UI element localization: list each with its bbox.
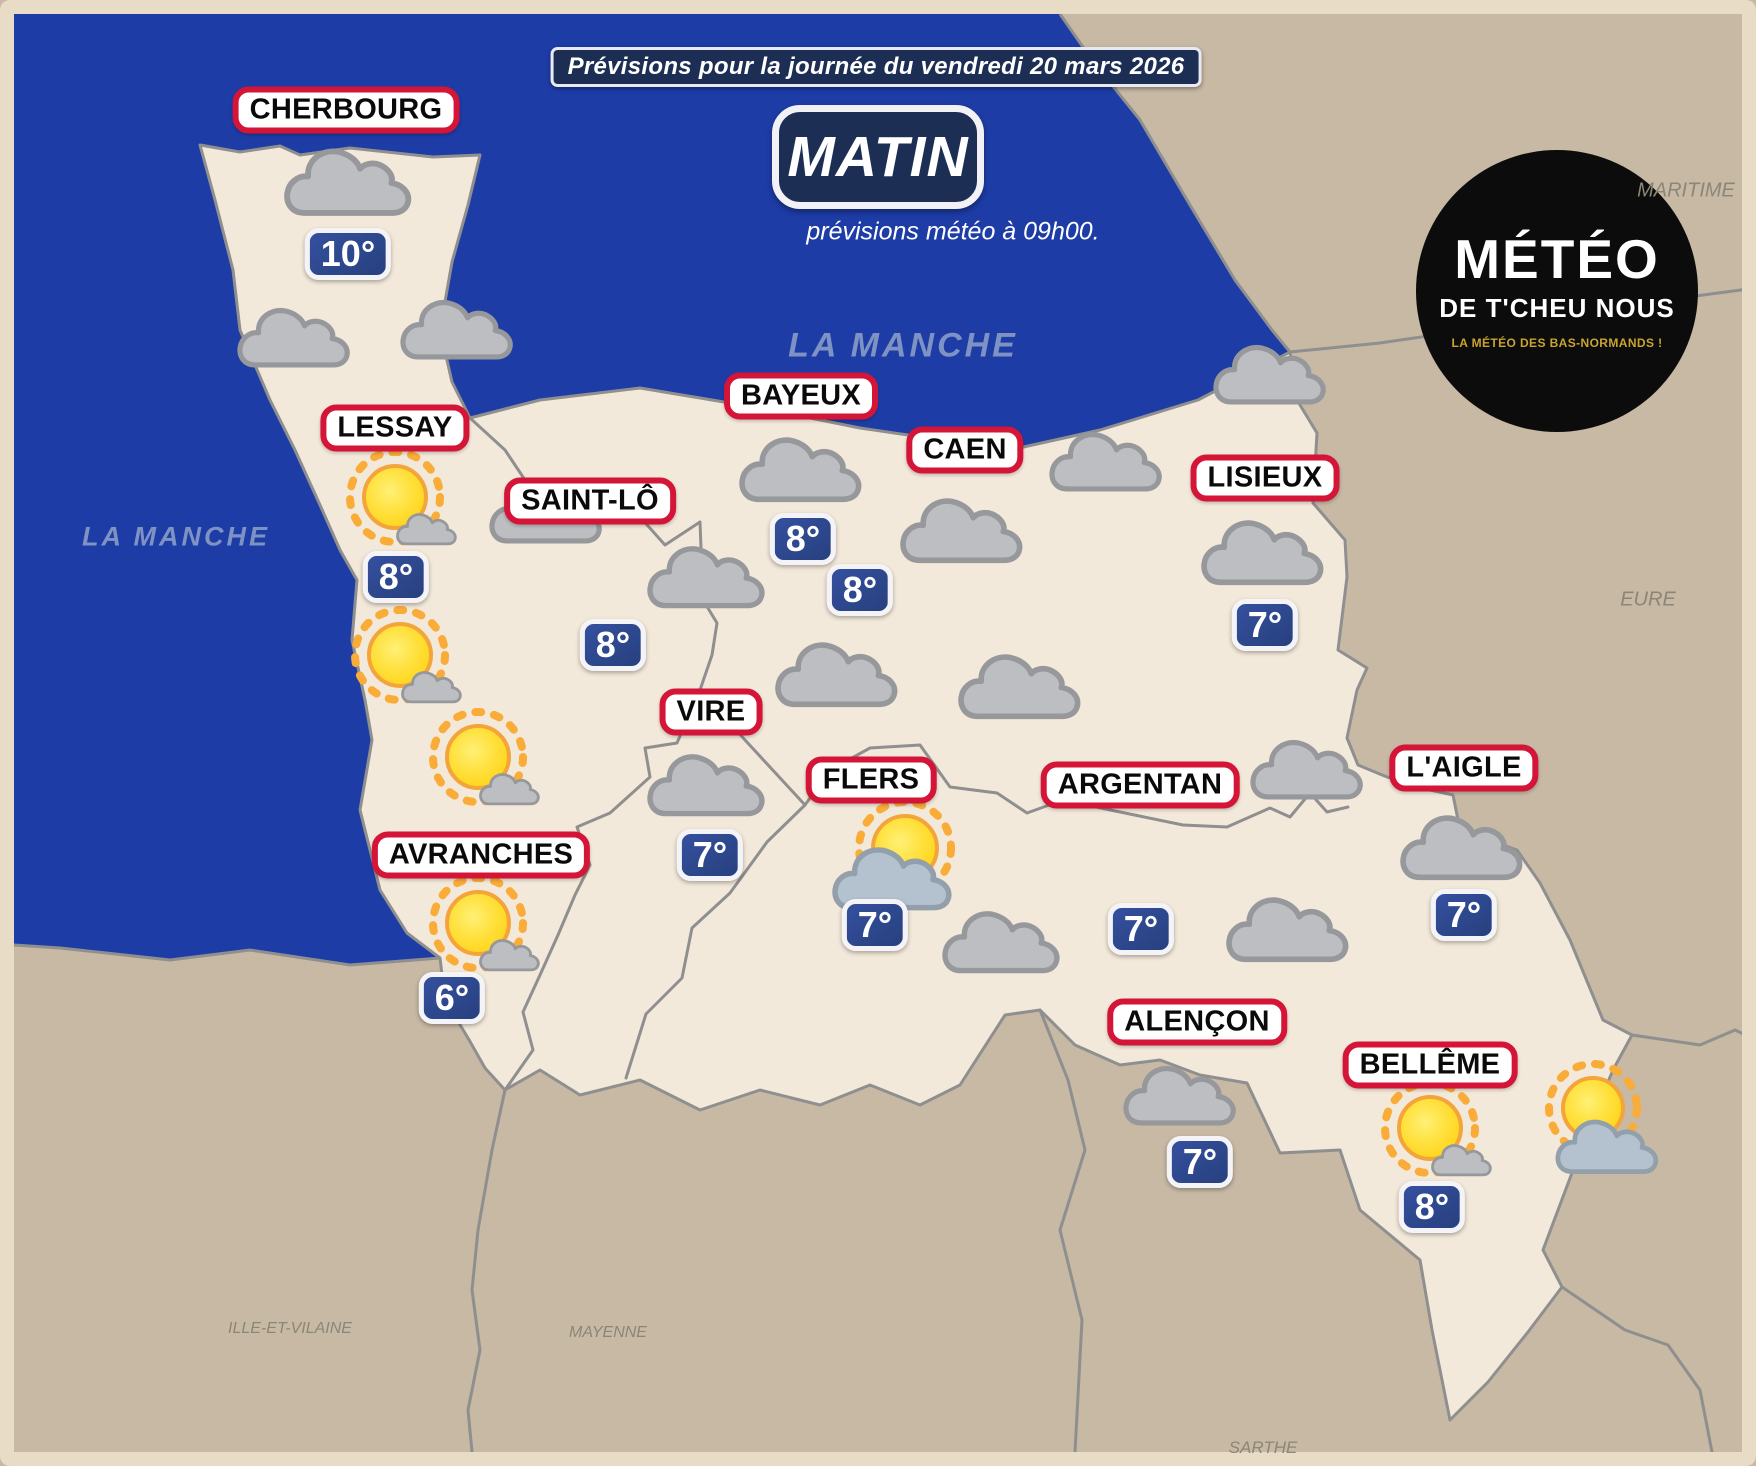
sea-label-north: LA MANCHE: [788, 326, 1018, 365]
temp-badge-cherbourg: 10°: [305, 228, 391, 280]
dept-label-sarthe: SARTHE: [1228, 1438, 1298, 1457]
temp-badge-alencon: 7°: [1167, 1136, 1233, 1188]
logo-subtitle: DE T'CHEU NOUS: [1439, 293, 1675, 323]
forecast-subtitle: prévisions météo à 09h00.: [806, 217, 1100, 246]
temp-badge-avranches: 6°: [419, 972, 485, 1024]
city-label-caen: CAEN: [906, 427, 1023, 474]
city-label-saint-lo: SAINT-LÔ: [504, 478, 676, 525]
city-label-laigle: L'AIGLE: [1389, 745, 1538, 792]
temp-badge-saint-lo: 8°: [580, 619, 646, 671]
temp-badge-flers: 7°: [842, 899, 908, 951]
city-label-flers: FLERS: [806, 757, 937, 804]
period-badge: MATIN: [772, 105, 984, 209]
city-label-cherbourg: CHERBOURG: [233, 87, 460, 134]
logo-tagline: LA MÉTÉO DES BAS-NORMANDS !: [1451, 336, 1663, 350]
dept-label-mayenne: MAYENNE: [569, 1324, 647, 1341]
city-label-alencon: ALENÇON: [1107, 999, 1287, 1046]
temp-badge-lisieux: 7°: [1232, 599, 1298, 651]
city-label-argentan: ARGENTAN: [1041, 762, 1240, 809]
forecast-title: Prévisions pour la journée du vendredi 20 mars 2026: [551, 47, 1202, 87]
temp-badge-vire: 7°: [677, 829, 743, 881]
city-label-bayeux: BAYEUX: [724, 373, 878, 420]
temp-badge-bayeux: 8°: [770, 513, 836, 565]
city-label-lisieux: LISIEUX: [1191, 455, 1340, 502]
city-label-lessay: LESSAY: [320, 405, 469, 452]
temp-badge-argentan: 7°: [1108, 903, 1174, 955]
city-label-belleme: BELLÊME: [1343, 1042, 1518, 1089]
city-label-avranches: AVRANCHES: [372, 832, 590, 879]
temp-badge-lessay: 8°: [363, 551, 429, 603]
dept-label-ille-et-vilaine: ILLE-ET-VILAINE: [228, 1320, 352, 1337]
temp-badge-belleme: 8°: [1399, 1181, 1465, 1233]
dept-label-eure: EURE: [1620, 588, 1676, 611]
sea-label-west: LA MANCHE: [82, 521, 270, 552]
temp-badge-caen: 8°: [827, 564, 893, 616]
temp-badge-laigle: 7°: [1431, 889, 1497, 941]
logo-title: MÉTÉO: [1454, 228, 1660, 290]
dept-label-maritime: MARITIME: [1637, 179, 1735, 202]
city-label-vire: VIRE: [660, 689, 763, 736]
